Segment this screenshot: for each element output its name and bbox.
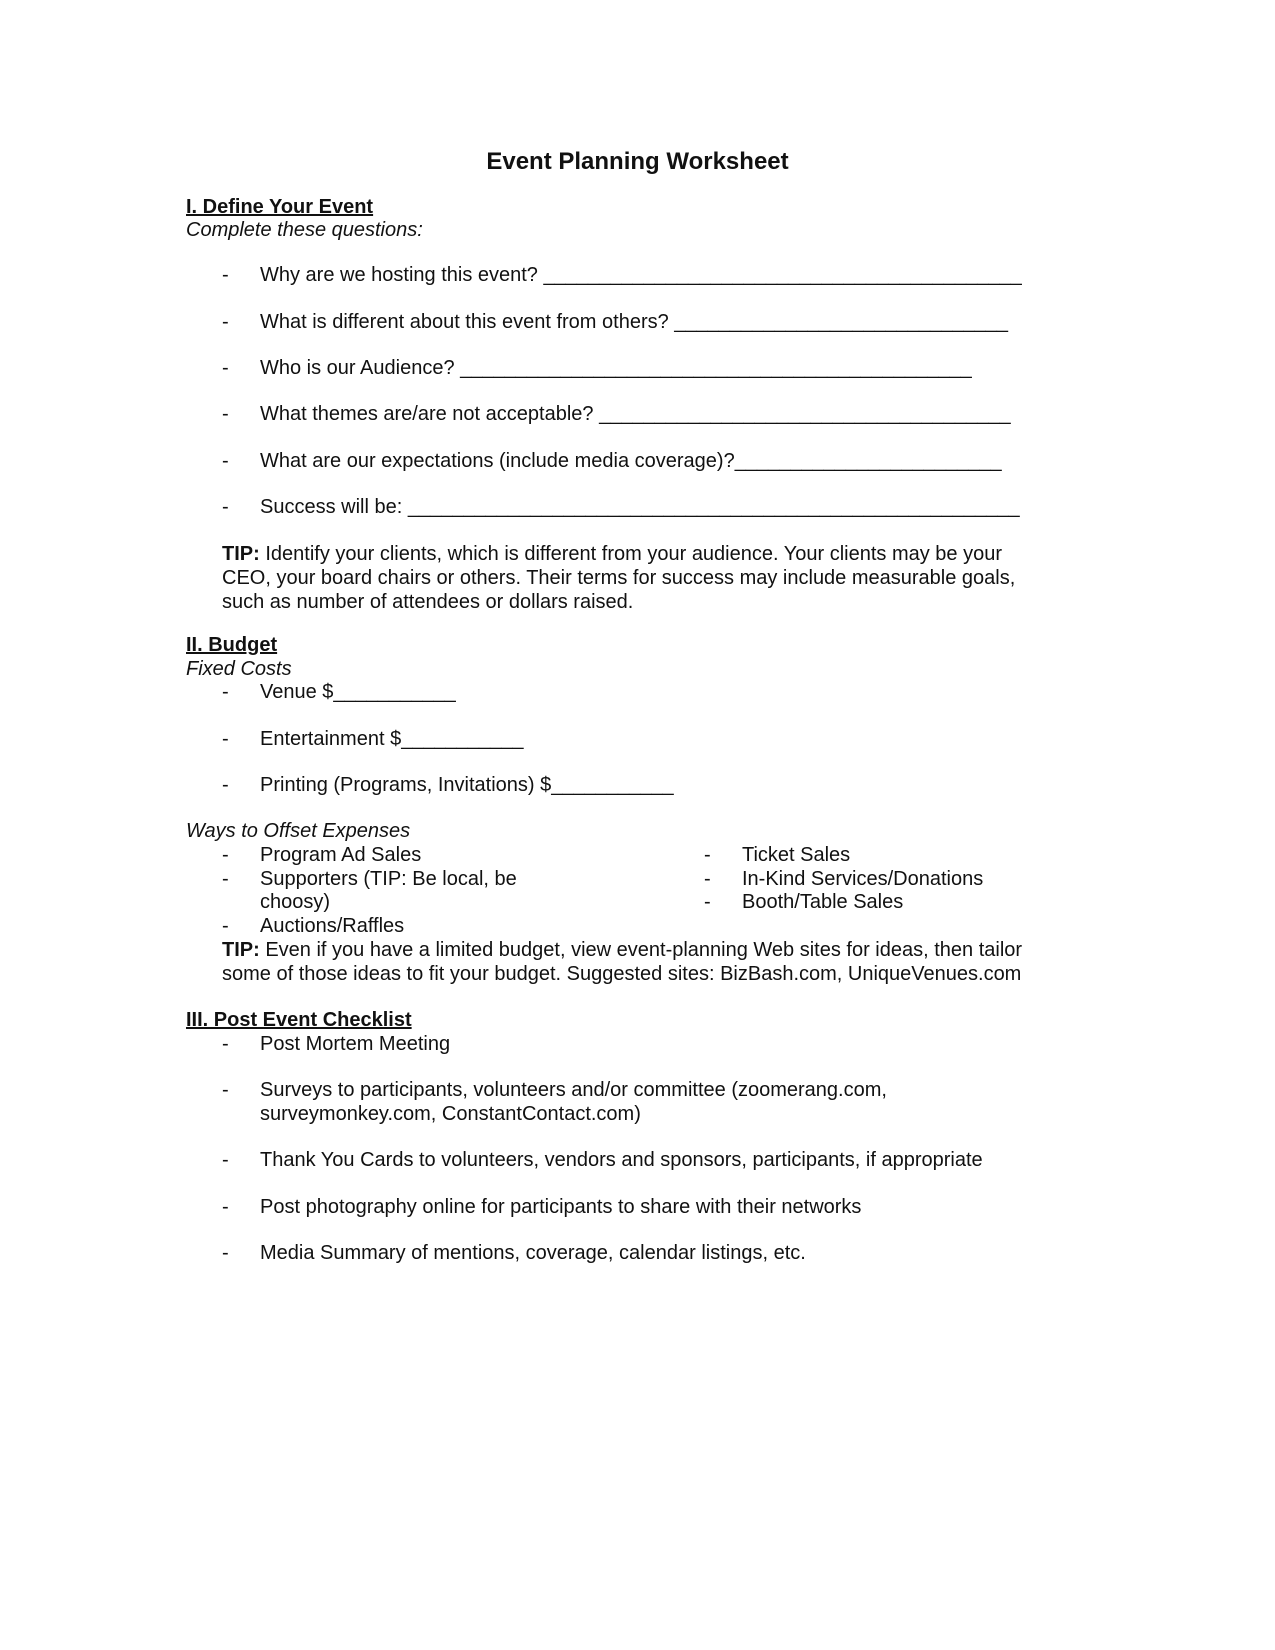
bullet-dash: - — [222, 450, 229, 472]
bullet-dash: - — [222, 774, 229, 796]
question-audience: Who is our Audience? ______________________________________________ — [260, 357, 972, 379]
bullet-dash: - — [222, 1149, 229, 1171]
fixed-cost-entertainment: Entertainment $___________ — [260, 728, 524, 750]
tip-text-line: such as number of attendees or dollars raised. — [222, 591, 634, 613]
question-themes: What themes are/are not acceptable? _____________________________________ — [260, 403, 1011, 425]
question-success: Success will be: _______________________________________________________ — [260, 496, 1020, 518]
bullet-dash: - — [222, 844, 229, 866]
bullet-dash: - — [222, 728, 229, 750]
bullet-dash: - — [222, 868, 229, 890]
bullet-dash: - — [704, 868, 711, 890]
offset-ticket-sales: Ticket Sales — [742, 844, 851, 866]
offset-program-ad-sales: Program Ad Sales — [260, 844, 422, 866]
tip-text-line: Even if you have a limited budget, view event-planning Web sites for ideas, then tailor — [259, 939, 1023, 961]
bullet-dash: - — [222, 1242, 229, 1264]
question-expectations: What are our expectations (include media coverage)?________________________ — [260, 450, 1002, 472]
checklist-surveys-cont: surveymonkey.com, ConstantContact.com) — [260, 1103, 641, 1125]
tip-text-line: Identify your clients, which is different from your audience. Your clients may be your — [259, 543, 1003, 565]
section-heading-define-event: I. Define Your Event — [186, 196, 374, 218]
tip-limited-budget — [222, 938, 1022, 986]
bullet-dash: - — [222, 1196, 229, 1218]
fixed-cost-printing: Printing (Programs, Invitations) $___________ — [260, 774, 674, 796]
checklist-media-summary: Media Summary of mentions, coverage, calendar listings, etc. — [260, 1242, 806, 1264]
checklist-surveys: Surveys to participants, volunteers and/or committee (zoomerang.com, — [260, 1079, 887, 1101]
bullet-dash: - — [222, 1033, 229, 1055]
question-why-hosting: Why are we hosting this event? ___________________________________________ — [260, 264, 1022, 286]
offset-in-kind: In-Kind Services/Donations — [742, 868, 984, 890]
offset-supporters: Supporters (TIP: Be local, be — [260, 868, 517, 890]
bullet-dash: - — [704, 891, 711, 913]
offset-supporters-cont: choosy) — [260, 891, 331, 913]
page-title: Event Planning Worksheet — [486, 148, 789, 175]
bullet-dash: - — [222, 681, 229, 703]
section-heading-budget: II. Budget — [186, 634, 278, 656]
section-heading-post-event: III. Post Event Checklist — [186, 1009, 412, 1031]
bullet-dash: - — [222, 915, 229, 937]
checklist-thank-you: Thank You Cards to volunteers, vendors and sponsors, participants, if appropriate — [260, 1149, 983, 1171]
bullet-dash: - — [222, 264, 229, 286]
checklist-post-mortem: Post Mortem Meeting — [260, 1033, 451, 1055]
bullet-dash: - — [222, 311, 229, 333]
tip-label: TIP: — [222, 543, 260, 565]
fixed-costs-label: Fixed Costs — [186, 658, 292, 680]
checklist-photography: Post photography online for participants to share with their networks — [260, 1196, 862, 1218]
bullet-dash: - — [222, 403, 229, 425]
tip-text-line: CEO, your board chairs or others. Their terms for success may include measurable goals, — [222, 567, 1016, 589]
offset-auctions-raffles: Auctions/Raffles — [260, 915, 405, 937]
bullet-dash: - — [222, 496, 229, 518]
fixed-cost-venue: Venue $___________ — [260, 681, 456, 703]
tip-text-line: some of those ideas to fit your budget. Suggested sites: BizBash.com, UniqueVenues.com — [222, 963, 1022, 985]
offset-expenses-label: Ways to Offset Expenses — [186, 820, 411, 842]
question-what-different: What is different about this event from others? ______________________________ — [260, 311, 1008, 333]
bullet-dash: - — [222, 357, 229, 379]
tip-label: TIP: — [222, 939, 260, 961]
offset-booth-table: Booth/Table Sales — [742, 891, 904, 913]
bullet-dash: - — [704, 844, 711, 866]
tip-identify-clients — [222, 542, 1015, 614]
bullet-dash: - — [222, 1079, 229, 1101]
section-subheading-complete-questions: Complete these questions: — [186, 219, 423, 241]
